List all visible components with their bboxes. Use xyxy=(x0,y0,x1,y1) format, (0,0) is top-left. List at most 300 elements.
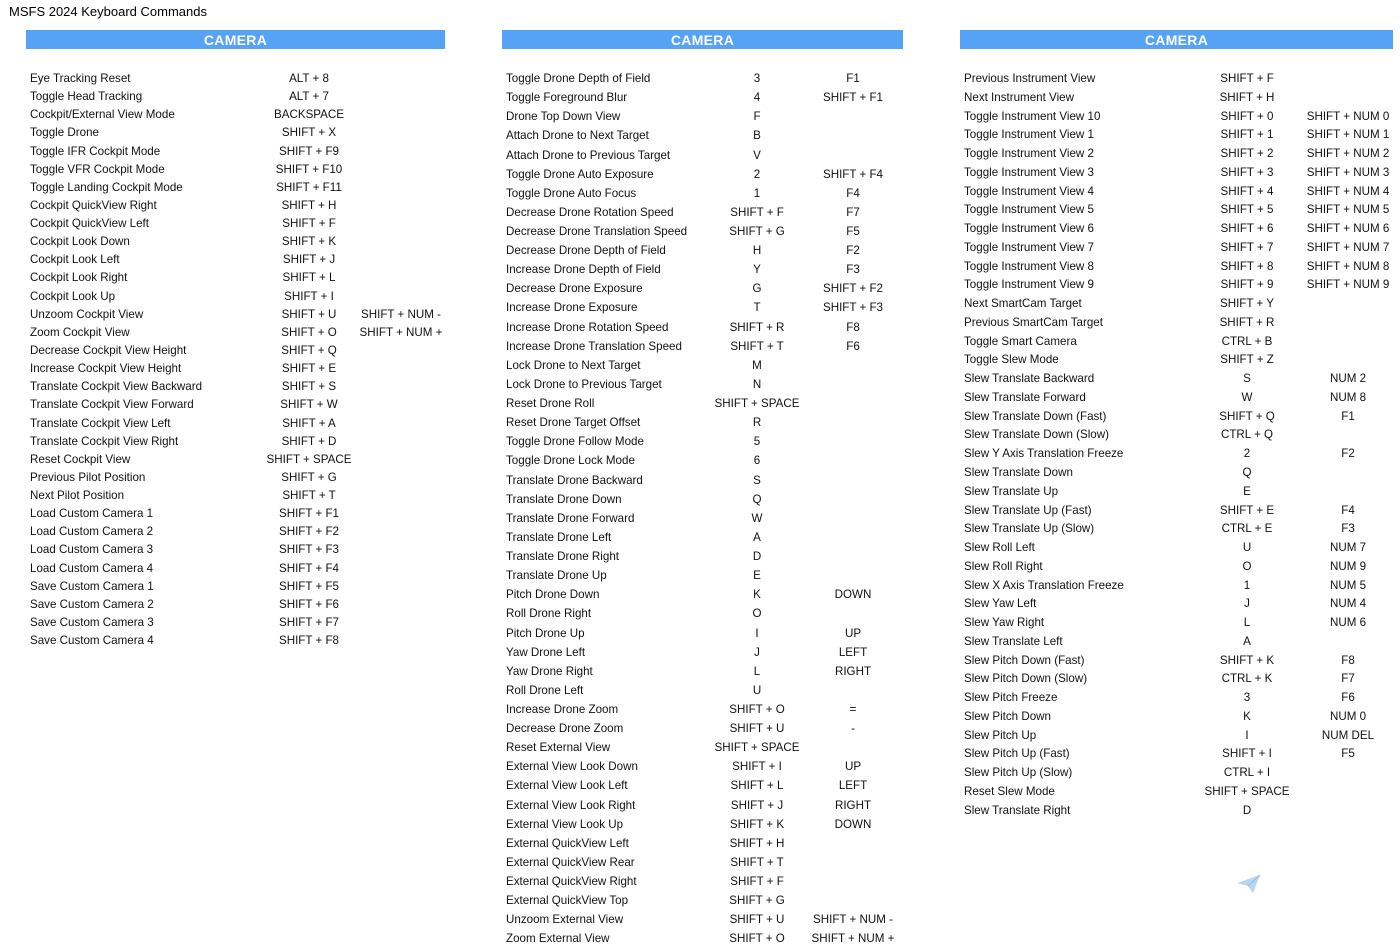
paper-plane-icon xyxy=(1236,874,1262,894)
primary-key: SHIFT + E xyxy=(281,362,337,376)
command-row xyxy=(502,548,903,566)
command-row xyxy=(26,523,445,541)
command-name: Slew Translate Forward xyxy=(964,390,1086,404)
command-row xyxy=(502,204,903,222)
primary-key: SHIFT + T xyxy=(730,855,784,869)
command-row xyxy=(960,445,1393,463)
primary-key: 2 xyxy=(1243,447,1251,461)
secondary-key: - xyxy=(851,722,855,736)
primary-key: A xyxy=(753,530,761,544)
command-name: Load Custom Camera 4 xyxy=(30,561,154,575)
command-row xyxy=(960,89,1393,107)
secondary-key: NUM 6 xyxy=(1329,616,1367,629)
command-row xyxy=(960,670,1393,688)
secondary-key: F8 xyxy=(846,320,860,334)
camera-section-2 xyxy=(502,30,903,946)
command-name: External QuickView Right xyxy=(506,875,637,888)
command-name: Increase Drone Rotation Speed xyxy=(506,320,669,334)
command-row xyxy=(26,360,445,378)
primary-key: SHIFT + SPACE xyxy=(1204,784,1290,798)
command-name: Roll Drone Left xyxy=(506,683,584,697)
command-name: Toggle IFR Cockpit Mode xyxy=(30,144,161,158)
command-name: Attach Drone to Previous Target xyxy=(506,148,671,162)
command-row xyxy=(960,614,1393,632)
command-name: Save Custom Camera 1 xyxy=(30,579,154,593)
secondary-key: RIGHT xyxy=(834,664,872,678)
primary-key: SHIFT + S xyxy=(281,380,337,394)
secondary-key: = xyxy=(849,703,857,716)
primary-key: E xyxy=(1243,484,1251,498)
primary-key: SHIFT + G xyxy=(729,225,785,238)
primary-key: T xyxy=(753,301,761,315)
primary-key: 4 xyxy=(753,91,761,105)
command-name: Cockpit Look Left xyxy=(30,253,120,267)
primary-key: A xyxy=(1243,634,1251,648)
command-row xyxy=(502,930,903,948)
command-row xyxy=(26,324,445,342)
command-name: Slew Roll Right xyxy=(964,559,1043,573)
command-row xyxy=(502,127,903,145)
command-row xyxy=(960,370,1393,388)
command-row xyxy=(502,854,903,872)
command-name: Slew Y Axis Translation Freeze xyxy=(964,447,1124,461)
command-name: Toggle VFR Cockpit Mode xyxy=(30,162,165,176)
command-row xyxy=(960,708,1393,726)
command-row xyxy=(502,299,903,317)
primary-key: SHIFT + F4 xyxy=(278,561,340,575)
primary-key: SHIFT + F xyxy=(1220,72,1274,85)
secondary-key: SHIFT + NUM 5 xyxy=(1306,203,1390,217)
command-row xyxy=(960,464,1393,482)
primary-key: SHIFT + SPACE xyxy=(266,452,352,466)
command-row xyxy=(26,596,445,614)
primary-key: SHIFT + O xyxy=(729,703,785,716)
command-name: Toggle Head Tracking xyxy=(30,90,143,104)
primary-key: SHIFT + T xyxy=(730,339,784,353)
command-name: Save Custom Camera 4 xyxy=(30,634,154,647)
command-name: Increase Drone Exposure xyxy=(506,301,638,315)
command-row xyxy=(960,802,1393,820)
secondary-key: NUM 7 xyxy=(1329,541,1367,554)
command-name: Attach Drone to Next Target xyxy=(506,129,649,143)
secondary-key: SHIFT + NUM + xyxy=(811,932,895,946)
secondary-key: NUM 9 xyxy=(1329,559,1367,573)
command-row xyxy=(26,288,445,306)
primary-key: W xyxy=(1241,390,1253,404)
primary-key: SHIFT + I xyxy=(1222,747,1272,761)
primary-key: SHIFT + Q xyxy=(1219,409,1275,423)
secondary-key: NUM 4 xyxy=(1329,597,1367,611)
command-row xyxy=(502,185,903,203)
command-row xyxy=(26,469,445,487)
command-name: Yaw Drone Right xyxy=(506,664,593,678)
secondary-key: NUM DEL xyxy=(1321,728,1375,742)
command-name: Decrease Drone Rotation Speed xyxy=(506,205,674,219)
secondary-key: F3 xyxy=(1341,522,1355,536)
command-row xyxy=(502,261,903,279)
command-row xyxy=(960,126,1393,144)
primary-key: L xyxy=(753,664,761,678)
secondary-key: SHIFT + NUM 8 xyxy=(1306,259,1390,273)
primary-key: SHIFT + Q xyxy=(281,343,337,357)
command-row xyxy=(960,351,1393,369)
primary-key: 2 xyxy=(753,167,761,181)
primary-key: SHIFT + 0 xyxy=(1220,109,1274,123)
command-row xyxy=(502,720,903,738)
command-row xyxy=(502,739,903,757)
primary-key: CTRL + Q xyxy=(1220,428,1274,442)
primary-key: SHIFT + F10 xyxy=(275,162,343,176)
primary-key: SHIFT + I xyxy=(284,289,334,303)
command-row xyxy=(26,541,445,559)
command-name: Increase Drone Zoom xyxy=(506,703,619,716)
command-name: Save Custom Camera 2 xyxy=(30,597,154,611)
primary-key: W xyxy=(751,511,763,525)
command-row xyxy=(502,625,903,643)
primary-key: J xyxy=(754,645,760,659)
command-row xyxy=(502,491,903,509)
command-row xyxy=(502,911,903,929)
command-row xyxy=(26,106,445,124)
command-row xyxy=(960,164,1393,182)
command-name: Cockpit QuickView Right xyxy=(30,198,157,212)
primary-key: SHIFT + H xyxy=(281,198,337,212)
command-row xyxy=(960,108,1393,126)
primary-key: SHIFT + W xyxy=(280,398,338,412)
command-row xyxy=(26,433,445,451)
command-name: Cockpit Look Down xyxy=(30,235,130,249)
section-header: CAMERA xyxy=(960,30,1393,49)
secondary-key: SHIFT + F3 xyxy=(822,301,884,315)
primary-key: 1 xyxy=(1243,578,1251,592)
command-row xyxy=(960,652,1393,670)
secondary-key: F5 xyxy=(1341,747,1355,761)
command-row xyxy=(502,357,903,375)
command-name: Pitch Drone Down xyxy=(506,588,600,602)
command-row xyxy=(502,433,903,451)
primary-key: SHIFT + 6 xyxy=(1220,222,1274,236)
secondary-key: NUM 2 xyxy=(1329,372,1367,386)
command-name: Reset Drone Target Offset xyxy=(506,416,641,430)
primary-key: SHIFT + G xyxy=(729,894,785,908)
command-name: External View Look Up xyxy=(506,817,624,831)
command-name: Translate Drone Backward xyxy=(506,473,643,487)
primary-key: B xyxy=(753,129,761,143)
primary-key: SHIFT + 7 xyxy=(1220,240,1274,254)
secondary-key: F6 xyxy=(1341,691,1355,705)
command-name: External View Look Left xyxy=(506,779,628,793)
primary-key: SHIFT + 9 xyxy=(1220,278,1274,292)
command-name: Toggle Foreground Blur xyxy=(506,91,628,105)
primary-key: SHIFT + L xyxy=(730,779,784,793)
command-row xyxy=(26,415,445,433)
command-row xyxy=(502,376,903,394)
secondary-key: F7 xyxy=(846,205,860,219)
command-row xyxy=(26,251,445,269)
command-name: Slew Translate Left xyxy=(964,634,1063,648)
command-name: Slew Translate Down (Slow) xyxy=(964,428,1109,442)
secondary-key: SHIFT + NUM 6 xyxy=(1306,222,1390,236)
command-row xyxy=(960,239,1393,257)
command-name: Slew Translate Up (Fast) xyxy=(964,503,1092,517)
primary-key: SHIFT + 2 xyxy=(1220,147,1274,160)
primary-key: CTRL + I xyxy=(1223,766,1271,780)
command-name: Cockpit Look Up xyxy=(30,289,116,303)
command-row xyxy=(960,689,1393,707)
primary-key: H xyxy=(752,244,762,258)
primary-key: G xyxy=(752,282,762,296)
command-name: Drone Top Down View xyxy=(506,110,621,124)
command-row xyxy=(26,88,445,106)
primary-key: D xyxy=(1242,803,1252,817)
primary-key: SHIFT + SPACE xyxy=(714,741,800,755)
command-name: Increase Cockpit View Height xyxy=(30,362,182,376)
command-row xyxy=(502,280,903,298)
command-row xyxy=(960,633,1393,651)
command-name: Cockpit QuickView Left xyxy=(30,217,149,230)
command-name: Decrease Drone Translation Speed xyxy=(506,225,688,238)
command-name: Toggle Drone xyxy=(30,126,99,140)
command-name: Pitch Drone Up xyxy=(506,626,585,640)
secondary-key: SHIFT + NUM + xyxy=(359,325,443,339)
secondary-key: F4 xyxy=(1341,503,1355,517)
command-name: Toggle Smart Camera xyxy=(964,334,1077,348)
secondary-key: NUM 0 xyxy=(1329,709,1367,723)
command-name: Slew Yaw Left xyxy=(964,597,1037,611)
command-row xyxy=(960,295,1393,313)
command-name: Slew Translate Down (Fast) xyxy=(964,409,1107,423)
command-row xyxy=(26,451,445,469)
primary-key: SHIFT + F7 xyxy=(278,615,340,629)
primary-key: D xyxy=(752,550,762,563)
primary-key: 6 xyxy=(753,454,761,468)
command-row xyxy=(502,605,903,623)
command-name: Toggle Instrument View 3 xyxy=(964,165,1094,179)
command-name: Slew Yaw Right xyxy=(964,616,1045,629)
command-name: Load Custom Camera 1 xyxy=(30,507,154,521)
command-name: Slew Pitch Down xyxy=(964,709,1051,723)
primary-key: ALT + 7 xyxy=(289,90,329,104)
command-row xyxy=(26,396,445,414)
primary-key: Y xyxy=(753,263,761,277)
command-row xyxy=(960,577,1393,595)
command-row xyxy=(502,395,903,413)
primary-key: SHIFT + O xyxy=(729,932,785,946)
primary-key: SHIFT + F2 xyxy=(278,525,340,539)
section-header: CAMERA xyxy=(502,30,903,49)
primary-key: SHIFT + U xyxy=(729,722,785,736)
primary-key: N xyxy=(752,377,762,391)
command-row xyxy=(26,70,445,88)
command-row xyxy=(502,835,903,853)
primary-key: L xyxy=(1243,616,1251,629)
secondary-key: SHIFT + NUM 9 xyxy=(1306,278,1390,292)
command-row xyxy=(26,197,445,215)
command-name: Slew Pitch Freeze xyxy=(964,691,1058,705)
command-name: Toggle Instrument View 5 xyxy=(964,203,1094,217)
command-name: Reset Slew Mode xyxy=(964,784,1055,798)
secondary-key: SHIFT + F2 xyxy=(822,282,884,296)
primary-key: SHIFT + F3 xyxy=(278,543,340,557)
command-name: Slew Pitch Up xyxy=(964,728,1037,742)
command-name: External View Look Down xyxy=(506,760,638,774)
command-row xyxy=(502,223,903,241)
command-row xyxy=(26,578,445,596)
command-name: Toggle Instrument View 4 xyxy=(964,184,1094,198)
secondary-key: DOWN xyxy=(834,588,872,602)
primary-key: I xyxy=(755,626,759,640)
primary-key: 3 xyxy=(753,72,761,85)
command-row xyxy=(26,215,445,233)
command-name: Translate Cockpit View Backward xyxy=(30,380,203,394)
command-name: Toggle Drone Lock Mode xyxy=(506,454,635,468)
command-row xyxy=(960,70,1393,88)
command-row xyxy=(960,333,1393,351)
command-name: Toggle Landing Cockpit Mode xyxy=(30,180,183,194)
command-row xyxy=(960,314,1393,332)
command-row xyxy=(502,452,903,470)
primary-key: O xyxy=(1242,559,1252,573)
command-name: Decrease Drone Depth of Field xyxy=(506,244,666,258)
command-name: Reset Drone Roll xyxy=(506,397,595,410)
primary-key: SHIFT + E xyxy=(1219,503,1275,517)
command-name: Decrease Drone Zoom xyxy=(506,722,624,736)
command-row xyxy=(960,539,1393,557)
primary-key: R xyxy=(752,416,762,430)
command-name: Slew Translate Backward xyxy=(964,372,1095,386)
primary-key: Q xyxy=(1242,466,1252,479)
command-name: Previous Instrument View xyxy=(964,72,1096,85)
secondary-key: F2 xyxy=(1341,447,1355,461)
primary-key: SHIFT + R xyxy=(729,320,785,334)
command-row xyxy=(960,258,1393,276)
primary-key: M xyxy=(752,358,762,372)
primary-key: SHIFT + F xyxy=(282,217,336,230)
primary-key: SHIFT + F8 xyxy=(278,634,340,647)
command-name: Translate Cockpit View Forward xyxy=(30,398,194,412)
secondary-key: F5 xyxy=(846,225,860,238)
secondary-key: SHIFT + NUM - xyxy=(813,913,893,927)
command-name: Load Custom Camera 3 xyxy=(30,543,154,557)
command-name: Toggle Instrument View 10 xyxy=(964,109,1101,123)
primary-key: SHIFT + L xyxy=(282,271,336,285)
secondary-key: RIGHT xyxy=(834,798,872,812)
command-name: Translate Drone Forward xyxy=(506,511,635,525)
secondary-key: SHIFT + F4 xyxy=(822,167,884,181)
section-header: CAMERA xyxy=(26,30,445,49)
command-row xyxy=(960,220,1393,238)
command-name: Toggle Instrument View 6 xyxy=(964,222,1094,236)
command-name: Previous SmartCam Target xyxy=(964,315,1103,329)
command-name: Toggle Drone Follow Mode xyxy=(506,435,644,449)
primary-key: CTRL + K xyxy=(1221,672,1273,686)
command-row xyxy=(26,179,445,197)
primary-key: ALT + 8 xyxy=(289,72,329,85)
command-row xyxy=(26,161,445,179)
command-name: Unzoom External View xyxy=(506,913,624,927)
command-name: External QuickView Top xyxy=(506,894,629,908)
command-row xyxy=(960,483,1393,501)
primary-key: V xyxy=(753,148,761,162)
command-name: Toggle Drone Auto Focus xyxy=(506,186,637,200)
command-row xyxy=(960,558,1393,576)
command-row xyxy=(502,70,903,88)
command-name: Load Custom Camera 2 xyxy=(30,525,154,539)
command-row xyxy=(960,783,1393,801)
primary-key: SHIFT + 3 xyxy=(1220,165,1274,179)
command-row xyxy=(502,472,903,490)
command-row xyxy=(502,682,903,700)
command-name: Decrease Drone Exposure xyxy=(506,282,643,296)
secondary-key: NUM 5 xyxy=(1329,578,1367,592)
command-name: Increase Drone Depth of Field xyxy=(506,263,661,277)
primary-key: SHIFT + A xyxy=(282,416,336,430)
command-name: Toggle Instrument View 8 xyxy=(964,259,1094,273)
command-row xyxy=(960,426,1393,444)
primary-key: SHIFT + F11 xyxy=(276,180,342,194)
command-name: Translate Cockpit View Right xyxy=(30,434,179,448)
primary-key: 5 xyxy=(753,435,761,449)
command-name: Lock Drone to Previous Target xyxy=(506,377,662,391)
primary-key: SHIFT + H xyxy=(1219,90,1275,104)
command-name: External QuickView Left xyxy=(506,836,629,850)
command-name: Next SmartCam Target xyxy=(964,297,1082,311)
command-name: Cockpit Look Right xyxy=(30,271,128,285)
command-name: Translate Drone Left xyxy=(506,530,612,544)
secondary-key: NUM 8 xyxy=(1329,390,1367,404)
command-row xyxy=(502,586,903,604)
primary-key: 3 xyxy=(1243,691,1251,705)
command-name: Slew X Axis Translation Freeze xyxy=(964,578,1124,592)
primary-key: SHIFT + F xyxy=(730,875,784,888)
secondary-key: F7 xyxy=(1341,672,1355,686)
primary-key: SHIFT + G xyxy=(281,470,337,484)
command-name: Toggle Drone Depth of Field xyxy=(506,72,651,85)
primary-key: SHIFT + R xyxy=(1219,315,1275,329)
primary-key: I xyxy=(1245,728,1249,742)
command-row xyxy=(502,701,903,719)
primary-key: SHIFT + H xyxy=(729,836,785,850)
command-name: External QuickView Rear xyxy=(506,855,635,869)
primary-key: SHIFT + SPACE xyxy=(714,397,800,410)
command-name: Reset External View xyxy=(506,741,611,755)
command-name: Slew Pitch Up (Slow) xyxy=(964,766,1073,780)
secondary-key: F2 xyxy=(846,244,860,258)
secondary-key: SHIFT + NUM 0 xyxy=(1306,109,1390,123)
command-row xyxy=(502,797,903,815)
primary-key: CTRL + E xyxy=(1221,522,1273,536)
primary-key: S xyxy=(753,473,761,487)
command-row xyxy=(502,319,903,337)
primary-key: U xyxy=(1242,541,1252,554)
primary-key: F xyxy=(753,110,761,124)
primary-key: SHIFT + 8 xyxy=(1220,259,1274,273)
primary-key: SHIFT + X xyxy=(281,126,337,140)
command-name: Save Custom Camera 3 xyxy=(30,615,154,629)
command-row xyxy=(26,306,445,324)
command-name: Zoom External View xyxy=(506,932,610,946)
command-name: Toggle Slew Mode xyxy=(964,353,1059,367)
command-row xyxy=(502,147,903,165)
secondary-key: SHIFT + NUM 4 xyxy=(1306,184,1390,198)
secondary-key: SHIFT + F1 xyxy=(822,91,884,105)
command-name: Decrease Cockpit View Height xyxy=(30,343,187,357)
command-name: Slew Pitch Down (Slow) xyxy=(964,672,1088,686)
command-row xyxy=(26,378,445,396)
command-name: Zoom Cockpit View xyxy=(30,325,130,339)
command-row xyxy=(26,614,445,632)
secondary-key: F8 xyxy=(1341,653,1355,667)
